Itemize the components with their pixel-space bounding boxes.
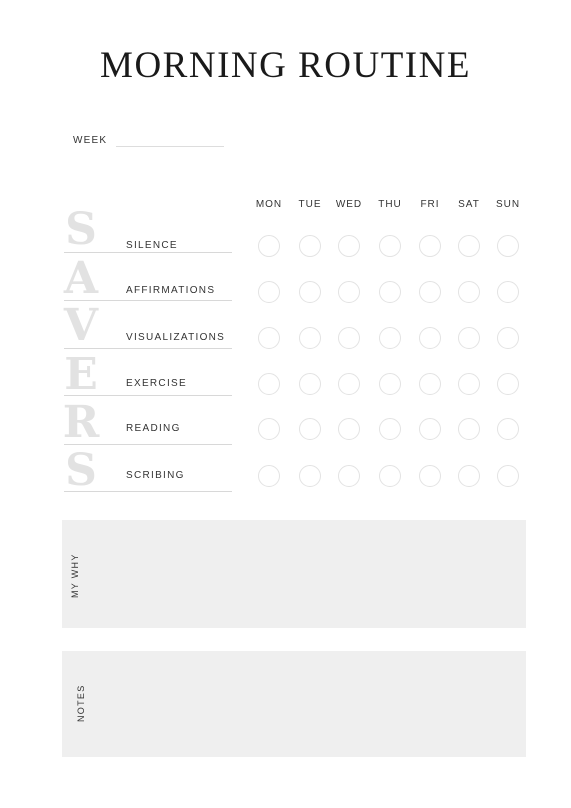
row-underline [64,300,232,301]
checkbox-affirmations-wed[interactable] [338,281,360,303]
checkbox-exercise-sun[interactable] [497,373,519,395]
day-header-wed: WED [335,199,363,210]
checkbox-visualizations-sun[interactable] [497,327,519,349]
day-header-thu: THU [378,199,402,210]
checkbox-affirmations-mon[interactable] [258,281,280,303]
savers-letter: S [65,445,97,496]
checkbox-exercise-tue[interactable] [299,373,321,395]
checkbox-scribing-tue[interactable] [299,465,321,487]
checkbox-reading-mon[interactable] [258,418,280,440]
row-label-reading: READING [126,423,181,434]
checkbox-exercise-fri[interactable] [419,373,441,395]
day-header-sat: SAT [458,199,480,210]
row-label-silence: SILENCE [126,240,178,251]
checkbox-reading-fri[interactable] [419,418,441,440]
checkbox-affirmations-tue[interactable] [299,281,321,303]
checkbox-scribing-wed[interactable] [338,465,360,487]
checkbox-scribing-sat[interactable] [458,465,480,487]
checkbox-exercise-thu[interactable] [379,373,401,395]
row-label-visualizations: VISUALIZATIONS [126,332,226,343]
savers-letter: S [65,204,97,255]
row-underline [64,491,232,492]
checkbox-scribing-thu[interactable] [379,465,401,487]
savers-letter: A [63,253,99,304]
row-underline [64,252,232,253]
row-underline [64,348,232,349]
checkbox-silence-sun[interactable] [497,235,519,257]
week-label: WEEK [73,135,108,146]
day-header-tue: TUE [298,199,322,210]
day-header-fri: FRI [420,199,440,210]
checkbox-reading-tue[interactable] [299,418,321,440]
checkbox-scribing-sun[interactable] [497,465,519,487]
checkbox-silence-sat[interactable] [458,235,480,257]
row-underline [64,395,232,396]
checkbox-reading-sat[interactable] [458,418,480,440]
checkbox-reading-sun[interactable] [497,418,519,440]
checkbox-visualizations-thu[interactable] [379,327,401,349]
savers-letter: R [62,397,100,448]
notes-box[interactable] [62,651,526,757]
row-underline [64,444,232,445]
checkbox-silence-mon[interactable] [258,235,280,257]
row-label-exercise: EXERCISE [126,378,187,389]
checkbox-affirmations-sat[interactable] [458,281,480,303]
checkbox-exercise-sat[interactable] [458,373,480,395]
my-why-label: MY WHY [70,553,80,598]
checkbox-visualizations-fri[interactable] [419,327,441,349]
row-label-affirmations: AFFIRMATIONS [126,285,216,296]
checkbox-visualizations-mon[interactable] [258,327,280,349]
checkbox-silence-tue[interactable] [299,235,321,257]
checkbox-reading-thu[interactable] [379,418,401,440]
checkbox-visualizations-wed[interactable] [338,327,360,349]
checkbox-silence-wed[interactable] [338,235,360,257]
checkbox-affirmations-fri[interactable] [419,281,441,303]
checkbox-affirmations-thu[interactable] [379,281,401,303]
checkbox-silence-thu[interactable] [379,235,401,257]
day-header-mon: MON [255,199,283,210]
checkbox-exercise-wed[interactable] [338,373,360,395]
savers-letter: V [63,300,99,351]
week-input-line[interactable] [116,146,224,147]
day-header-sun: SUN [495,199,521,210]
checkbox-reading-wed[interactable] [338,418,360,440]
my-why-box[interactable] [62,520,526,628]
checkbox-affirmations-sun[interactable] [497,281,519,303]
checkbox-scribing-fri[interactable] [419,465,441,487]
checkbox-exercise-mon[interactable] [258,373,280,395]
checkbox-visualizations-tue[interactable] [299,327,321,349]
page-title: MORNING ROUTINE [100,45,471,86]
checkbox-scribing-mon[interactable] [258,465,280,487]
checkbox-silence-fri[interactable] [419,235,441,257]
savers-letter: E [64,349,98,400]
notes-label: NOTES [76,684,86,722]
checkbox-visualizations-sat[interactable] [458,327,480,349]
row-label-scribing: SCRIBING [126,470,185,481]
